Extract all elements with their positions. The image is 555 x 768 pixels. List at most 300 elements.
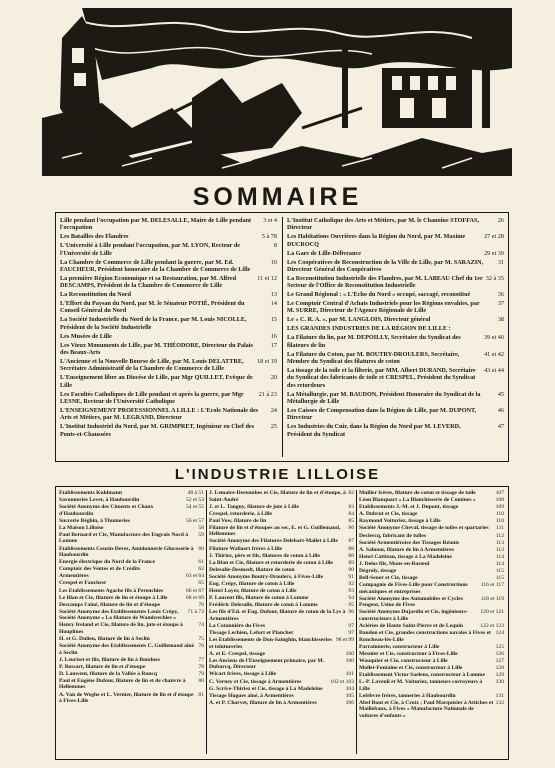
toc-entry-page: 18 et 19 bbox=[257, 357, 277, 365]
industry-entry-page: 127 bbox=[495, 657, 504, 664]
industry-entry bbox=[59, 622, 204, 635]
industry-entry bbox=[209, 588, 354, 595]
industry-entry-title: Tissage Hugues aîné, à Armentières bbox=[209, 692, 294, 699]
industry-entry-page: 80 bbox=[198, 677, 204, 684]
toc-entry-title: Les Industries du Cuir, dans la Région du Nord par M. LEVERD, Président du Syndicat bbox=[287, 423, 461, 438]
industry-entry bbox=[209, 518, 354, 525]
industry-entry-title: Société Anonyme des Etablissements C. Guillemaud aîné à Seclin bbox=[59, 643, 195, 656]
toc-left-column bbox=[60, 217, 277, 439]
industry-entry-title: Comptoir des Ventes et de Crédits bbox=[59, 566, 141, 573]
industry-entry bbox=[359, 504, 504, 511]
industry-entry bbox=[59, 664, 204, 671]
toc-entry bbox=[287, 291, 504, 298]
industry-entry-title: Les Etablissements Agache fils à Perenchies bbox=[59, 587, 164, 594]
industry-entry-page: 81 bbox=[198, 691, 204, 698]
toc-entry-title: L'ENSEIGNEMENT PROFESSIONNEL A LILLE : L'Ecole Nationale des Arts et Métiers, par M. LEGRAND, Directeur bbox=[60, 406, 259, 422]
industry-entry bbox=[59, 559, 204, 566]
industry-entry-page: 88 bbox=[348, 545, 354, 552]
industry-entry bbox=[209, 651, 354, 658]
industry-entry bbox=[59, 678, 204, 691]
industry-entry bbox=[209, 560, 354, 567]
industry-entry bbox=[359, 644, 504, 651]
industry-entry bbox=[359, 525, 504, 532]
industry-entry bbox=[359, 533, 504, 540]
sommaire-title: SOMMAIRE bbox=[192, 183, 363, 211]
industry-entry-title: P. Bossart, filature de lin et d'étoupe bbox=[59, 663, 146, 670]
industry-entry-page: 74 bbox=[198, 622, 204, 629]
industry-entry-title: Etablissements Cousin-Derez, Amidonnerie Glucoserie à Haubourdin bbox=[59, 545, 194, 559]
industry-entry-page: 76 bbox=[198, 643, 204, 650]
toc-entry-title: L'Ancienne et la Nouvelle Bourse de Lille, par M. Louis DELATTRE, Secrétaire Administratif de la Chambre de Commerce de Lille bbox=[60, 357, 244, 373]
industry-entry bbox=[59, 609, 204, 622]
toc-entry-page: 47 bbox=[497, 423, 504, 431]
toc-entry-page: 3 et 4 bbox=[263, 217, 277, 224]
toc-entry-title: L'Université à Lille pendant l'occupation, par M. LYON, Recteur de l'Université de Lille bbox=[60, 242, 241, 257]
industry-entry bbox=[209, 567, 354, 574]
industry-entry bbox=[359, 518, 504, 525]
industry-entry bbox=[359, 672, 504, 679]
toc-right-column bbox=[287, 217, 504, 439]
toc-entry-title: Les Caisses de Compensation dans la Région de Lille, par M. DUPONT, Directeur bbox=[287, 406, 477, 422]
toc-entry-page: 16 bbox=[270, 332, 277, 340]
industry-entry-page: 108 bbox=[495, 497, 504, 504]
industry-entry bbox=[359, 561, 504, 568]
industry-entry-title: A. Van de Weghe et L. Vernier, filature de lin et d'étoupe à Fives-Lille bbox=[59, 691, 194, 705]
industry-entry-title: Parrainnerie, constructeur à Lille bbox=[359, 643, 440, 650]
toc-entry-page: 32 à 35 bbox=[485, 274, 504, 282]
toc-entry-title: L'Enseignement libre au Diocèse de Lille, par Mgr QUILLET, Evêque de Lille bbox=[60, 374, 253, 389]
industry-entry-page: 111 bbox=[496, 525, 504, 532]
industry-entry bbox=[59, 692, 204, 705]
toc-entry bbox=[60, 242, 277, 257]
industry-entry-title: J. Thiriez, père et fils, filatures de coton à Lille bbox=[209, 552, 320, 559]
industry-entry-page: 63 et 64 bbox=[185, 573, 204, 580]
industry-entry-title: Aciéries de Haute Saint-Pierre et de Lequin bbox=[359, 623, 463, 629]
industry-entry bbox=[209, 630, 354, 637]
industry-entry bbox=[359, 540, 504, 547]
industry-entry-page: 77 bbox=[198, 656, 204, 663]
toc-entry-title: Les Vieux Monuments de Lille, par M. THÉODORE, Directeur du Palais des Beaux-Arts bbox=[60, 341, 253, 356]
industry-entry-page: 126 bbox=[495, 650, 504, 657]
toc-entry bbox=[60, 233, 277, 240]
industry-entry bbox=[359, 679, 504, 692]
toc-entry-page: 39 et 40 bbox=[484, 334, 504, 342]
industry-entry-title: J. et L. Tanguy, filature de jute à Lille bbox=[209, 503, 299, 510]
industry-entry-title: Savonneries Lever, à Haubourdin bbox=[59, 497, 140, 504]
toc-entry-page: 17 bbox=[270, 341, 277, 349]
industry-entry bbox=[209, 637, 354, 650]
industry-entry-title: Lefebvre frères, tanneries à Haubourdin bbox=[359, 692, 456, 699]
toc-entry bbox=[287, 259, 504, 274]
toc-entry-title: La Reconstitution du Nord bbox=[60, 291, 131, 299]
industry-entry bbox=[209, 609, 354, 622]
toc-entry-title: La Reconstitution Industrielle des Flandres, par M. LABEAU Chef du 1er Secteur de l'Office de Reconstitution Industrielle bbox=[287, 274, 483, 290]
industry-entry bbox=[209, 623, 354, 630]
industry-entry bbox=[359, 547, 504, 554]
industry-entry bbox=[209, 525, 354, 538]
toc-entry bbox=[287, 316, 504, 323]
industry-entry-title: A. et P. Charvet, filature de lin à Armentières bbox=[209, 699, 317, 706]
toc-entry-title: La Filature du lin, par M. DEPOILLY, Secrétaire du Syndicat des filateurs de lin bbox=[287, 334, 461, 349]
industrie-column-2 bbox=[209, 490, 354, 707]
industry-entry-title: Baudon et Cie, grandes constructions navales à Fives et Roncheau-lès-Lille bbox=[359, 630, 491, 643]
industry-entry-title: Société Anonyme des Automobiles et Cycles Peugeot, Usine de Fives bbox=[359, 595, 463, 609]
toc-entry bbox=[287, 423, 504, 438]
industry-entry-title: La Cotonnière du Fives bbox=[209, 623, 265, 629]
industry-entry-page: 84 bbox=[348, 510, 354, 517]
industry-entry bbox=[59, 504, 204, 517]
toc-entry-page: 24 bbox=[270, 406, 277, 414]
industry-entry-title: Bell-Seuer et Cie, tissage bbox=[359, 575, 418, 582]
industry-entry-page: 114 bbox=[495, 553, 504, 560]
toc-entry bbox=[60, 333, 277, 340]
toc-entry bbox=[60, 423, 277, 438]
industry-entry bbox=[359, 582, 504, 595]
industry-entry-page: 106 bbox=[345, 699, 354, 706]
industry-entry bbox=[209, 511, 354, 518]
toc-entry-title: Le Comptoir Central d'Achats Industriels pour les Régions envahies, par M. SURRE, Directeur de l'Agence Régionale de Lille bbox=[287, 300, 480, 315]
industry-entry bbox=[359, 596, 504, 609]
industry-entry-page: 58 bbox=[198, 524, 204, 531]
industry-entry bbox=[359, 575, 504, 582]
industry-entry bbox=[359, 609, 504, 622]
industry-entry bbox=[359, 568, 504, 575]
industry-entry-page: 114 bbox=[495, 560, 504, 567]
industry-entry-title: Energie électrique du Nord de la France bbox=[59, 559, 156, 566]
toc-entry-page: 36 bbox=[497, 291, 504, 299]
table-of-contents bbox=[55, 212, 509, 462]
industry-entry-page: 112 bbox=[495, 532, 504, 539]
industry-entry bbox=[209, 504, 354, 511]
toc-entry-title: L'Institut Industriel du Nord, par M. GRIMPRET, Ingénieur en Chef des Ponts-et-Chaussées bbox=[60, 423, 255, 438]
industry-entry-page: 132 bbox=[495, 699, 504, 706]
industry-entry-page: 101 bbox=[345, 671, 354, 678]
industry-entry bbox=[209, 595, 354, 602]
industry-entry bbox=[59, 497, 204, 504]
industry-entry bbox=[359, 658, 504, 665]
industrie-column-3 bbox=[359, 490, 504, 720]
industry-entry bbox=[59, 490, 204, 497]
industry-entry-page: 59 bbox=[198, 531, 204, 538]
industry-entry-page: 89 bbox=[348, 559, 354, 566]
toc-entry bbox=[60, 300, 277, 315]
industry-entry bbox=[209, 693, 354, 700]
industry-entry bbox=[209, 538, 354, 545]
industry-entry-title: Société Anonyme Cheval, tissage de toiles et spartaries bbox=[359, 525, 489, 532]
toc-entry-title: La Métallurgie, par M. BAUDON, Président Honoraire du Syndicat de la Métallurgie de Lille bbox=[287, 390, 481, 405]
industry-entry-title: La Blan et Cie, filature et retorderie de coton à Lille bbox=[209, 559, 333, 566]
industry-entry-page: 107 bbox=[495, 490, 504, 496]
column-divider bbox=[206, 490, 207, 754]
woodcut-illustration bbox=[42, 8, 512, 176]
industry-entry bbox=[359, 651, 504, 658]
industry-entry-page: 116 et 117 bbox=[480, 582, 504, 589]
toc-entry-title: La Gare de Lille-Délivrance bbox=[287, 249, 361, 257]
industry-entry-title: C. Verney et Cie, tissage à Armentières bbox=[209, 678, 302, 685]
toc-entry bbox=[287, 367, 504, 389]
industry-entry bbox=[359, 623, 504, 630]
industry-entry-title: Paul Bernard et Cie, Manufacture des Engrais Nord à Lomme bbox=[59, 531, 189, 545]
industry-entry bbox=[359, 490, 504, 497]
industry-entry-title: Société Anonyme Boutry-Droulers, à Fives-Lille bbox=[209, 573, 324, 580]
toc-entry bbox=[60, 374, 277, 389]
industry-entry-page: 68 et 69 bbox=[185, 594, 204, 601]
industry-entry-title: A. Dubrut et Cie, tissage bbox=[359, 511, 418, 518]
toc-entry-page: 10 bbox=[270, 258, 277, 266]
industry-entry-title: Société Anonyme des Filatures Delebart-Mallet à Lille bbox=[209, 538, 338, 545]
industry-entry-title: Dégroly, tissage bbox=[359, 568, 397, 575]
industry-entry-title: Tissage Lechien, Lefort et Planchet bbox=[209, 630, 293, 637]
toc-entry-page: 14 bbox=[270, 300, 277, 308]
toc-entry bbox=[287, 407, 504, 422]
industry-entry-title: Abel Bout et Cie, à Croix ; Paul Marquisier à Attiches et Maillebaux, à Fives « Manufacture Nationale de voitures d'enfants » bbox=[359, 699, 494, 719]
toc-entry-title: La Société Industrielle du Nord de la France, par M. Louis NICOLLE, Président de la Société Industrielle bbox=[60, 316, 247, 331]
industry-entry-page: 83 bbox=[348, 503, 354, 510]
industry-entry-title: H. et G. Dulieu, filature de lin à Seclin bbox=[59, 636, 150, 642]
industry-entry bbox=[359, 693, 504, 700]
industry-entry-title: L.-P. Lavenil et M. Voituriez, tanneurs corroyeurs à Lille bbox=[359, 679, 483, 692]
industry-entry bbox=[209, 686, 354, 693]
toc-entry-page: 11 et 12 bbox=[257, 274, 277, 282]
industry-entry-page: 110 bbox=[495, 518, 504, 525]
industry-entry-title: Mollet-Fontaine et Cie, constructeur à Lille bbox=[359, 664, 463, 671]
industry-entry-title: Crespel, retorderie, à Lille bbox=[209, 510, 273, 517]
industry-entry-page: 75 bbox=[198, 636, 204, 642]
industry-entry bbox=[59, 602, 204, 609]
industry-entry bbox=[359, 554, 504, 561]
industry-entry-title: Les Anciens de l'Enseignement primaire, par M. Duburcq, Directeur bbox=[209, 657, 325, 671]
toc-entry bbox=[60, 407, 277, 422]
industry-entry-page: 92 bbox=[348, 581, 354, 588]
toc-entry-title: Le « C. R. A. », par M. LANGLOIS, Directeur général bbox=[287, 316, 431, 324]
toc-entry-page: 46 bbox=[497, 406, 504, 414]
industry-entry-title: Société Anonyme des Ciments et Chaux d'Haubourdin bbox=[59, 504, 154, 517]
toc-entry-title: Les Musées de Lille bbox=[60, 332, 112, 340]
toc-entry-title: Les Habitations Ouvrières dans la Région du Nord, par M. Maxime DUCROCQ bbox=[287, 233, 466, 248]
industry-entry-title: Etablissements Kuhlmann bbox=[59, 490, 122, 496]
toc-entry bbox=[60, 259, 277, 274]
toc-entry-page: 21 à 23 bbox=[258, 390, 277, 398]
industry-entry bbox=[59, 580, 204, 587]
toc-entry-title: Le Grand Régional : « L'Echo du Nord » occupé, saccagé, reconstitué bbox=[287, 291, 471, 299]
industry-entry bbox=[209, 671, 354, 678]
industry-entry bbox=[359, 665, 504, 672]
industry-entry bbox=[59, 657, 204, 664]
industry-entry-page: 91 bbox=[348, 573, 354, 580]
industry-entry-page: 65 bbox=[198, 580, 204, 587]
industry-entry-title: Filature Wallaert frères à Lille bbox=[209, 545, 283, 552]
industry-entry-page: 100 bbox=[345, 657, 354, 664]
industry-entry bbox=[209, 679, 354, 686]
toc-entry-page: 15 bbox=[270, 316, 277, 324]
toc-entry-page: 5 à 78 bbox=[261, 233, 277, 241]
toc-entry-page: 27 et 28 bbox=[484, 233, 504, 241]
toc-entry-page: 20 bbox=[270, 374, 277, 382]
industry-entry bbox=[209, 581, 354, 588]
industry-entry bbox=[209, 574, 354, 581]
toc-entry-title: L'Institut Catholique des Arts et Métiers, par M. le Chanoine STOFFAS, Directeur bbox=[287, 217, 479, 232]
industry-entry-title: D. Lauwent, filature de la Vallée à Roncq bbox=[59, 670, 157, 677]
industry-entry-title: Eug. Crépy, filature de coton à Lille bbox=[209, 581, 295, 588]
column-divider bbox=[356, 490, 357, 754]
toc-entry bbox=[287, 250, 504, 257]
toc-entry-page: 26 bbox=[497, 217, 504, 224]
toc-entry bbox=[60, 275, 277, 290]
industry-entry-title: Sucrerie Béghin, à Thumeries bbox=[59, 517, 130, 524]
industry-entry-page: 54 et 55 bbox=[185, 504, 204, 511]
toc-entry-page: 38 bbox=[497, 316, 504, 324]
industry-entry-title: Mesnier et Cie, constructeur à Fives-Lille bbox=[359, 650, 458, 657]
industry-entry-page: 85 bbox=[348, 517, 354, 524]
industry-entry-page: 52 et 53 bbox=[185, 497, 204, 504]
industry-entry-title: Etablissement Victor Saelens, constructeur à Lomme bbox=[359, 672, 485, 679]
toc-entry-title: La Chambre de Commerce de Lille pendant la guerre, par M. Ed. FAUCHEUR, Président honoraire de la Chambre de Commerce de Lille bbox=[60, 258, 251, 273]
industry-entry-title: Paul et Eugène Dufour, filature de lin et de chanvre à Hellemmes bbox=[59, 677, 186, 691]
industry-entry-title: Wicart frères, tissage à Lille bbox=[209, 671, 277, 678]
industry-entry bbox=[209, 602, 354, 609]
toc-entry-title: La Filature du Coton, par M. BOUTRY-DROULERS, Secrétaire, Membre du Syndicat des filatures de coton bbox=[287, 350, 460, 365]
toc-entry-title: Lille pendant l'occupation par M. DELESALLE, Maire de Lille pendant l'occupation bbox=[60, 217, 252, 232]
industry-entry bbox=[359, 511, 504, 518]
industry-entry bbox=[209, 658, 354, 671]
industry-entry-page: 48 à 51 bbox=[187, 490, 204, 496]
industry-entry bbox=[59, 595, 204, 602]
toc-entry-title: L'Effort du Paysan du Nord, par M. le Sénateur POTIÉ, Président du Conseil Général du Nord bbox=[60, 300, 245, 315]
industry-entry-page: 129 bbox=[495, 672, 504, 679]
industry-entry-page: 82 bbox=[348, 490, 354, 496]
industry-entry-page: 79 bbox=[198, 670, 204, 677]
industry-entry-page: 88 bbox=[348, 552, 354, 559]
toc-entry bbox=[287, 233, 504, 248]
industry-entry-title: Declercq, fabricant de tulles bbox=[359, 532, 427, 539]
toc-entry-page: 31 bbox=[497, 258, 504, 266]
industry-entry-page: 128 bbox=[495, 664, 504, 671]
industry-entry-page: 70 bbox=[198, 601, 204, 608]
toc-entry-page: 43 et 44 bbox=[484, 366, 504, 374]
industry-entry-page: 131 bbox=[495, 692, 504, 699]
toc-entry-page: 25 bbox=[270, 423, 277, 431]
toc-entry bbox=[60, 391, 277, 406]
industrie-title: L'INDUSTRIE LILLOISE bbox=[174, 466, 381, 483]
industry-entry-page: 60 bbox=[198, 545, 204, 552]
industry-entry-title: Henry Ireland et Cie, filature de lin, jute et étoupe à Houplines bbox=[59, 622, 183, 635]
industry-entry bbox=[59, 518, 204, 525]
industry-entry bbox=[59, 588, 204, 595]
toc-entry-title: La première Région Economique et sa Restauration, par M. Alfred DESCAMPS, Président de la Chambre de Commerce de Lille bbox=[60, 274, 237, 290]
industry-entry-page: 105 bbox=[345, 692, 354, 699]
industry-entry-page: 109 bbox=[495, 504, 504, 511]
toc-entry bbox=[287, 325, 504, 332]
industry-entry-page: 130 bbox=[495, 679, 504, 686]
toc-entry bbox=[287, 391, 504, 406]
industry-entry bbox=[59, 525, 204, 532]
toc-entry-page: 37 bbox=[497, 300, 504, 308]
industry-entry bbox=[209, 553, 354, 560]
industry-entry bbox=[359, 700, 504, 720]
industry-entry bbox=[209, 490, 354, 503]
industry-entry-page: 56 et 57 bbox=[185, 517, 204, 524]
industry-entry bbox=[59, 636, 204, 643]
industry-entry-title: Wauquier et Cie, constructeur à Lille bbox=[359, 657, 448, 664]
toc-entry bbox=[60, 342, 277, 357]
industry-entry-page: 97 bbox=[348, 630, 354, 637]
industry-entry-page: 118 et 119 bbox=[480, 595, 504, 602]
toc-entry-title: Les Coopératives de Reconstruction de la Ville de Lille, par M. SARAZIN, Directeur Général des Coopératives bbox=[287, 258, 484, 273]
industry-entry-title: Descamps l'aîné, filature de lin et d'étoupe bbox=[59, 601, 161, 608]
industry-entry bbox=[209, 700, 354, 707]
toc-entry bbox=[287, 300, 504, 315]
industry-entry bbox=[359, 497, 504, 504]
industry-entry-page: 102 et 103 bbox=[330, 678, 354, 685]
industry-entry-title: Henri Loyer, filature de coton à Lille bbox=[209, 588, 297, 595]
toc-entry bbox=[287, 334, 504, 349]
toc-entry bbox=[60, 358, 277, 373]
industry-entry-title: Le Blan et Cie, filature de lin et étoupe à Lille bbox=[59, 594, 168, 601]
toc-entry-page: 13 bbox=[270, 291, 277, 299]
industry-entry bbox=[59, 546, 204, 559]
industry-entry bbox=[59, 573, 204, 580]
industry-entry-page: 113 bbox=[495, 539, 504, 546]
toc-entry-title: LES GRANDES INDUSTRIES DE LA RÉGION DE LILLE : bbox=[287, 325, 451, 333]
industry-entry-title: A. Salmon, filature de lin à Armentières bbox=[359, 546, 454, 553]
industry-entry-title: Léon Blanquart « La Blanchisserie de Comines » bbox=[359, 497, 476, 504]
industry-entry-title: A. et E. Crespel, tissage bbox=[209, 650, 265, 657]
industry-entry-title: Armentières bbox=[59, 573, 89, 580]
industry-entry-title: La Maison Lilloise bbox=[59, 524, 104, 531]
toc-entry-page: 8 bbox=[273, 242, 277, 250]
industry-entry-title: Delesalle-Desmedt, filature de coton bbox=[209, 566, 295, 573]
industry-entry-title: Les fils d'Ed. et Eug. Dufour, filature de coton de la Lys à Armentières bbox=[209, 609, 346, 622]
industry-entry-page: 71 à 73 bbox=[187, 608, 204, 615]
toc-entry-page: 45 bbox=[497, 390, 504, 398]
industry-entry-page: 97 bbox=[348, 623, 354, 629]
industry-entry-title: J. Delos fils, Mons-en-Barœul bbox=[359, 560, 430, 567]
industry-entry-page: 78 bbox=[198, 663, 204, 670]
industry-entry bbox=[59, 532, 204, 545]
toc-entry bbox=[60, 316, 277, 331]
industry-entry-title: Compagnie de Fives-Lille pour Constructions mécaniques et entreprises bbox=[359, 582, 468, 595]
industrie-index bbox=[55, 486, 509, 760]
industry-entry-title: Etablissements J.-M. et J. Dupont, tissage bbox=[359, 504, 459, 511]
industry-entry-title: Mullier frères, filature de coton et tissage de toile bbox=[359, 490, 476, 496]
industry-entry-title: Société Anonyme Dujardin et Cie, ingénieurs-constructeurs à Lille bbox=[359, 609, 469, 622]
industry-entry-page: 110 bbox=[495, 511, 504, 518]
industry-entry-title: J. Leuriset et fils, filature de lin à Bondues bbox=[59, 656, 160, 663]
toc-entry-page: 29 et 30 bbox=[484, 249, 504, 257]
industry-entry-page: 125 bbox=[495, 643, 504, 650]
industry-entry-page: 94 bbox=[348, 595, 354, 602]
industry-entry-title: Raymond Voituriez, tissage à Lille bbox=[359, 518, 441, 525]
industry-entry-title: Les Etablissements de Don-Sainghin, blanchisseries et teintureries bbox=[209, 637, 332, 650]
industry-entry-page: 86 bbox=[348, 524, 354, 531]
industry-entry bbox=[359, 630, 504, 643]
toc-entry-title: Les Batailles des Flandres bbox=[60, 233, 129, 241]
toc-entry bbox=[60, 217, 277, 232]
industry-entry-title: Henri Cattieau, tissage à La Madeleine bbox=[359, 553, 452, 560]
column-divider bbox=[282, 217, 283, 457]
industry-entry-page: 61 bbox=[198, 559, 204, 566]
industry-entry-page: 100 bbox=[345, 650, 354, 657]
industry-entry-page: 96 bbox=[348, 609, 354, 616]
industry-entry-page: 66 et 67 bbox=[185, 587, 204, 594]
industry-entry-title: P. Laurent fils, filature de coton à Lomme bbox=[209, 595, 309, 602]
toc-entry-page: 41 et 42 bbox=[484, 350, 504, 358]
industry-entry-page: 87 bbox=[348, 538, 354, 545]
industry-entry-title: Frédéric Delesalle, filature de coton à Lomme bbox=[209, 602, 318, 609]
toc-entry-title: Les Facultés Catholiques de Lille pendant et après la guerre, par Mgr LESNE, Recteur de l'Université Catholique bbox=[60, 390, 244, 405]
toc-entry bbox=[287, 351, 504, 366]
industry-entry-page: 90 bbox=[348, 566, 354, 573]
